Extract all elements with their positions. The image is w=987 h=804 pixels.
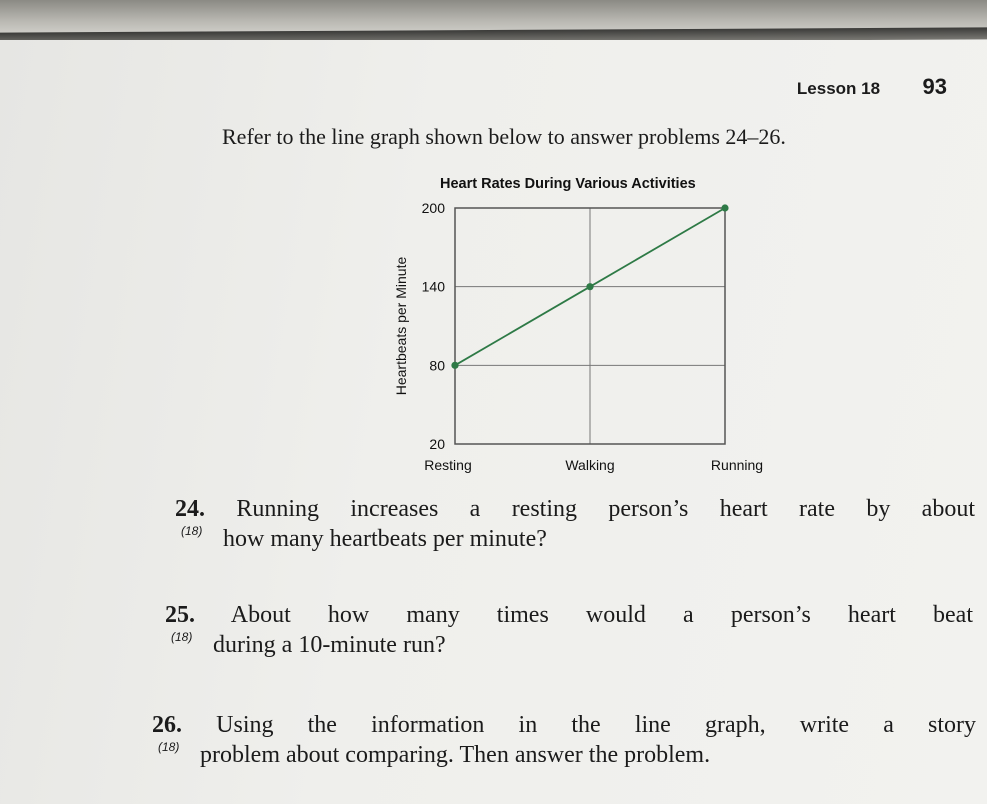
problem-number: 24. (175, 496, 205, 522)
problem-text-1: About how many times would a person’s heart beat (230, 602, 973, 628)
page-number: 93 (922, 74, 947, 99)
problem-24 (175, 494, 975, 554)
lesson-reference: (18) (171, 630, 193, 644)
y-tick-label: 80 (429, 357, 445, 374)
x-tick-label: Running (710, 457, 764, 473)
line-chart-svg (370, 172, 790, 482)
problem-text-1: Running increases a resting person’s heart rate by about (236, 496, 976, 522)
y-axis-ticks (422, 200, 446, 452)
problem-number: 25. (165, 602, 195, 628)
data-point (586, 283, 593, 290)
line-chart (370, 172, 790, 482)
problem-text-2: how many heartbeats per minute? (223, 526, 547, 552)
data-point (721, 204, 728, 211)
instructions-text: Refer to the line graph shown below to answer problems 24–26. (222, 124, 786, 149)
chart-title: Heart Rates During Various Activities (440, 176, 696, 192)
lesson-reference: (18) (181, 524, 203, 538)
problem-25 (165, 600, 973, 660)
problem-text-2: problem about comparing. Then answer the problem. (200, 742, 711, 768)
chart-grid (455, 208, 725, 444)
y-tick-label: 20 (429, 436, 445, 452)
problem-line-1 (152, 710, 976, 740)
problem-26 (152, 710, 976, 770)
x-axis-ticks (424, 457, 763, 473)
lesson-label: Lesson 18 (796, 79, 881, 98)
problem-number: 26. (152, 712, 182, 738)
x-tick-label: Resting (424, 457, 472, 473)
page-header (797, 74, 947, 100)
problem-line-1 (175, 494, 975, 524)
data-point (451, 362, 458, 369)
y-tick-label: 200 (421, 200, 445, 216)
x-tick-label: Walking (565, 457, 615, 473)
y-tick-label: 140 (421, 278, 445, 295)
problem-line-1 (165, 600, 973, 630)
problem-text-1: Using the information in the line graph, write a story (216, 712, 977, 738)
y-axis-label: Heartbeats per Minute (393, 256, 409, 396)
lesson-reference: (18) (158, 740, 180, 754)
problem-text-2: during a 10-minute run? (213, 632, 446, 658)
